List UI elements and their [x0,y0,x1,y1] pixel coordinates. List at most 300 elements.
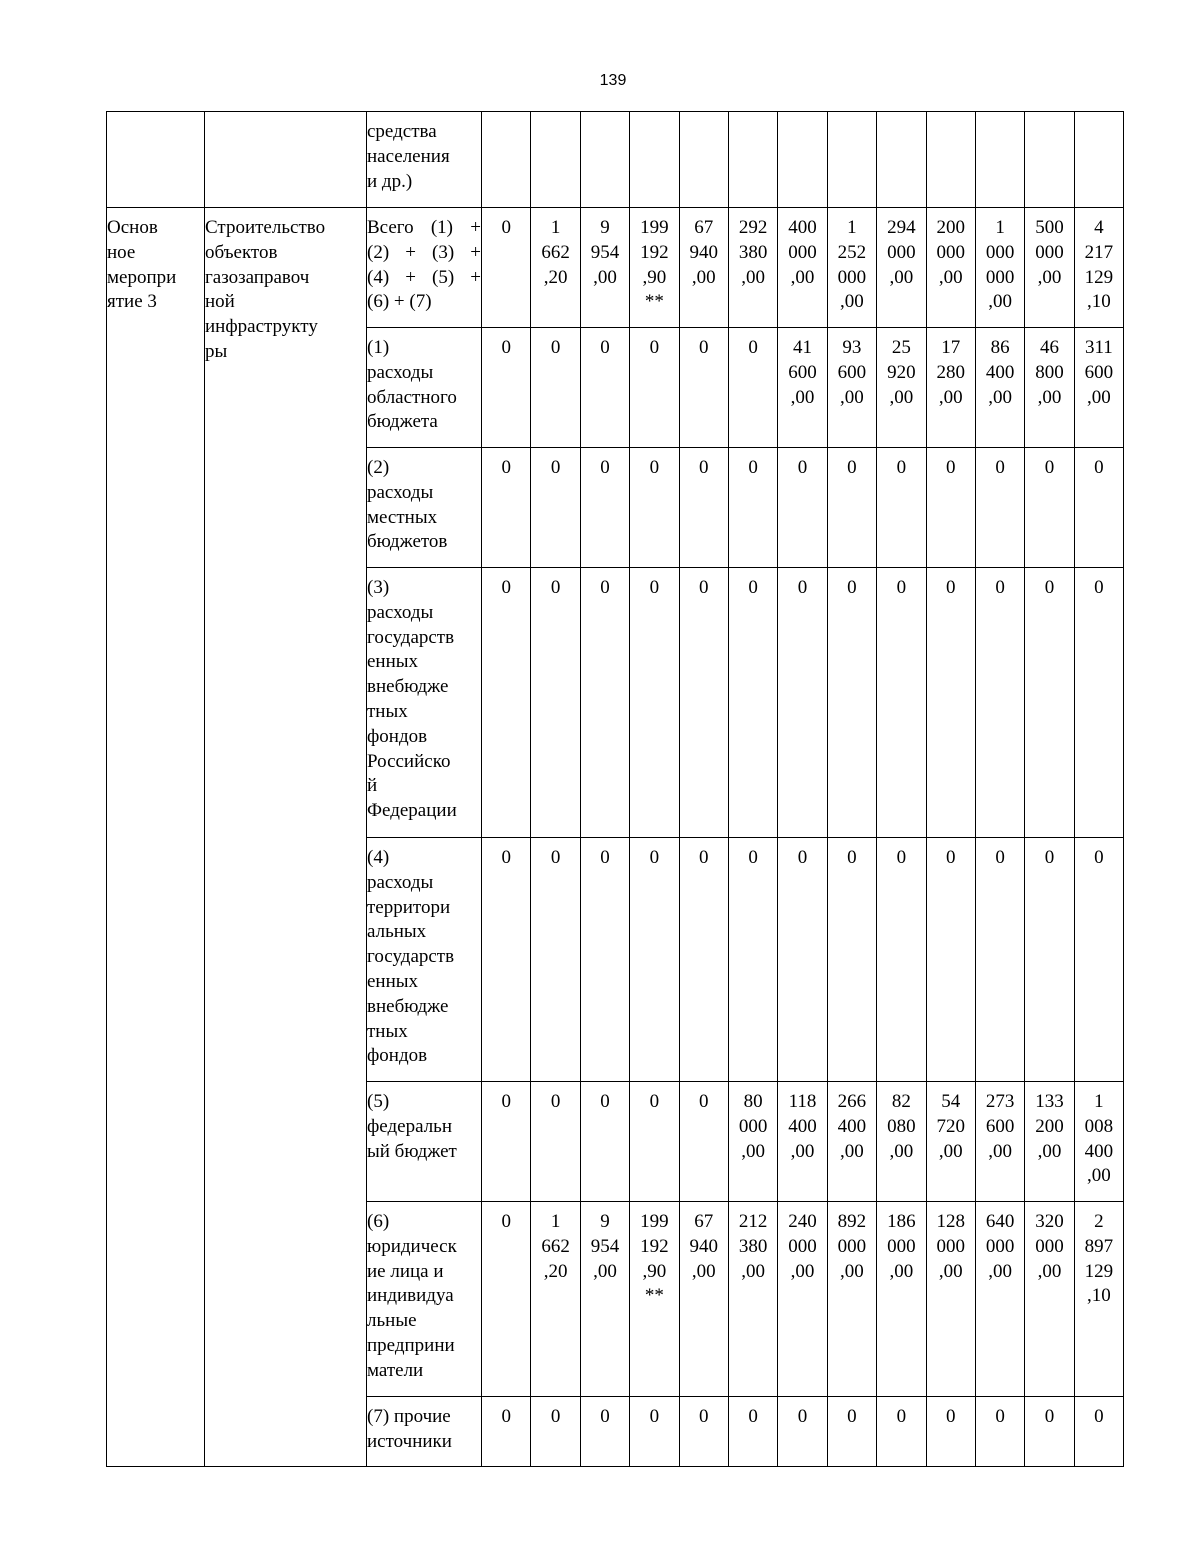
value-cell [531,1082,580,1202]
cell-text-line: населения [367,145,450,167]
cell-text-line: 000 [1035,1235,1064,1257]
value-cell [679,568,728,838]
value-cell [630,1397,679,1467]
cell-text-line: 0 [896,457,907,478]
cell-text-line: ,00 [1087,1165,1111,1187]
value-cell [630,328,679,448]
cell-text-line: 25 [891,337,911,358]
cell-text-line: 0 [748,337,758,358]
cell-text-line: 17 [941,337,961,358]
cell-text-line: 400 [985,361,1015,383]
cell-text-line: 1 [847,217,857,238]
empty-cell [482,112,531,208]
cell-text-line: расходы [367,361,434,383]
value-cell [482,208,531,328]
cell-text-line: 0 [600,1406,610,1427]
cell-text-line: 000 [788,1235,817,1257]
cell-text-line: ,00 [593,266,617,288]
empty-cell [926,112,975,208]
cell-text-line: 0 [600,577,610,598]
cell-text-line: 320 [1035,1211,1064,1232]
source-cell [367,1082,482,1202]
value-cell [778,1202,827,1397]
cell-text-line: 0 [748,1406,758,1427]
value-cell [728,1082,777,1202]
cell-text-line: ,10 [1087,1285,1111,1307]
cell-text-line: ,90 [642,1260,667,1282]
value-cell [728,328,777,448]
cell-text-line: ** [644,291,664,313]
source-cell [367,328,482,448]
cell-text-line: 0 [649,847,660,868]
value-cell [531,208,580,328]
cell-text-line: 0 [699,577,709,598]
cell-text-line: 67 [694,1211,714,1232]
cell-text-line: 93 [842,337,862,358]
cell-text-line: 0 [649,1091,660,1112]
value-cell [1074,328,1123,448]
cell-text-line: 0 [550,577,561,598]
cell-text-line: 662 [541,1235,570,1257]
value-cell [1074,448,1123,568]
value-cell [877,328,926,448]
budget-table [106,111,1124,1467]
cell-text-line: 1 [995,217,1005,238]
cell-text-line: 0 [550,457,561,478]
cell-text-line: 600 [1084,361,1114,383]
value-cell [1074,1082,1123,1202]
cell-text-line: 133 [1035,1091,1064,1112]
value-cell [482,1082,531,1202]
cell-text-line: 1 [550,1211,561,1232]
cell-text-line: 0 [995,847,1005,868]
value-cell [580,1082,629,1202]
cell-text-line: объектов [205,241,278,263]
value-cell [827,568,876,838]
source-cell [367,208,482,328]
value-cell [975,1202,1024,1397]
cell-text-line: 0 [501,1211,511,1232]
cell-text-line: ,00 [741,266,766,288]
cell-text-line: 400 [788,1115,817,1137]
value-cell [778,838,827,1082]
cell-text-line: ,00 [790,1140,815,1162]
value-cell [975,1397,1024,1467]
cell-text-line: (3) [367,577,390,598]
value-cell [975,208,1024,328]
cell-text-line: 000 [837,1235,867,1257]
value-cell [580,1397,629,1467]
cell-text-line: 000 [837,266,867,288]
value-cell [630,838,679,1082]
cell-text-line: 129 [1084,266,1114,288]
empty-cell [877,112,926,208]
value-cell [679,1082,728,1202]
cell-text-line: ие лица и [367,1260,444,1282]
cell-text-line: 000 [887,1235,916,1257]
cell-text-line: 000 [936,1235,965,1257]
cell-text-line: ,00 [889,1260,914,1282]
value-cell [1025,208,1074,328]
cell-text-line: 954 [590,241,620,263]
cell-text-line: источники [367,1430,452,1452]
cell-text-line: ,10 [1087,291,1111,313]
cell-text-line: 0 [945,1406,956,1427]
cell-text-line: 199 [640,1211,669,1232]
empty-cell [1025,112,1074,208]
cell-text-line: территори [367,896,451,918]
cell-text-line: бюджета [367,411,438,433]
empty-cell [975,112,1024,208]
cell-text-line: ,00 [741,1260,766,1282]
cell-text-line: 80 [743,1091,763,1112]
cell-text-line: федеральн [367,1115,453,1137]
cell-text-line: ,90 [642,266,667,288]
cell-text-line: юридическ [367,1235,457,1257]
value-cell [580,568,629,838]
cell-text-line: 0 [847,577,857,598]
source-cell [367,448,482,568]
cell-text-line: 82 [891,1091,911,1112]
cell-text-line: газозаправоч [205,266,310,288]
value-cell [975,448,1024,568]
cell-text-line: ,00 [1087,386,1111,408]
table-row [107,208,1124,328]
cell-text-line: 0 [847,457,857,478]
cell-text-line: 000 [936,241,965,263]
cell-text-line: 0 [945,847,956,868]
value-cell [1025,1082,1074,1202]
cell-text-line: 0 [1094,577,1104,598]
cell-text-line: расходы [367,601,434,623]
cell-text-line: Основ [107,217,158,238]
cell-text-line: 2 [1094,1211,1104,1232]
value-cell [531,448,580,568]
value-cell [580,838,629,1082]
cell-text-line: 400 [837,1115,867,1137]
cell-text-line: 0 [1044,847,1055,868]
cell-text-line: 118 [788,1091,817,1112]
cell-text-line: 0 [501,337,511,358]
cell-text-line: 0 [501,457,511,478]
cell-text-line: государств [367,626,455,648]
value-cell [679,328,728,448]
cell-text-line: льные [367,1310,417,1332]
empty-cell [679,112,728,208]
cell-text-line: 0 [699,1091,709,1112]
cell-text-line: 200 [1035,1115,1064,1137]
value-cell [728,838,777,1082]
cell-text-line: инфраструкту [205,316,318,338]
cell-text-line: ,00 [889,1140,914,1162]
cell-text-line: ,00 [790,1260,815,1282]
cell-text-line: 000 [985,266,1015,288]
cell-text-line: 67 [694,217,714,238]
cell-text-line: ,00 [889,386,914,408]
cell-text-line: 400 [788,217,817,238]
cell-text-line: ,00 [988,1140,1012,1162]
cell-text-line: 0 [501,577,511,598]
value-cell [827,838,876,1082]
cell-text-line: 199 [640,217,669,238]
cell-text-line: 940 [689,241,718,263]
cell-text-line: 192 [640,241,669,263]
cell-text-line: 600 [788,361,817,383]
cell-text-line: (4) + (5) + [367,266,481,288]
cell-text-line: 0 [699,337,709,358]
value-cell [877,448,926,568]
cell-text-line: (5) [367,1091,390,1112]
cell-text-line: и др.) [367,170,413,192]
measure-label-cell [107,208,205,1467]
value-cell [679,208,728,328]
cell-text-line: ,00 [840,386,864,408]
cell-text-line: ,00 [790,386,815,408]
cell-text-line: 266 [837,1091,867,1112]
cell-text-line: 080 [887,1115,916,1137]
value-cell [827,1082,876,1202]
cell-text-line: 000 [985,241,1015,263]
value-cell [827,1202,876,1397]
value-cell [975,568,1024,838]
value-cell [531,1397,580,1467]
cell-text-line: 0 [600,1091,610,1112]
cell-text-line: 0 [699,457,709,478]
cell-text-line: 0 [1044,457,1055,478]
value-cell [975,328,1024,448]
cell-text-line: 0 [600,847,610,868]
cell-text-line: 0 [1044,577,1055,598]
value-cell [827,448,876,568]
value-cell [679,1202,728,1397]
cell-text-line: тных [367,700,408,722]
value-cell [630,1202,679,1397]
cell-text-line: 0 [501,1091,511,1112]
value-cell [1074,838,1123,1082]
cell-text-line: й [367,775,378,797]
cell-text-line: 0 [945,457,956,478]
cell-text-line: ,00 [988,386,1012,408]
value-cell [531,1202,580,1397]
empty-cell [580,112,629,208]
value-cell [877,208,926,328]
cell-text-line: ,00 [988,291,1012,313]
cell-text-line: ,00 [840,291,864,313]
cell-text-line: 0 [649,1406,660,1427]
cell-text-line: фондов [367,1045,428,1067]
value-cell [728,208,777,328]
cell-text-line: бюджетов [367,531,448,553]
cell-text-line: Российско [367,750,451,772]
value-cell [482,1397,531,1467]
cell-text-line: 0 [1094,1406,1104,1427]
cell-text-line: 0 [748,457,758,478]
cell-text-line: 240 [788,1211,817,1232]
cell-text-line: 54 [941,1091,961,1112]
cell-text-line: Строительство [205,217,326,238]
value-cell [975,838,1024,1082]
cell-text-line: 000 [985,1235,1015,1257]
cell-text-line: 0 [847,847,857,868]
cell-text-line: (2) + (3) + [367,241,481,263]
value-cell [482,838,531,1082]
cell-text-line: ,00 [938,386,963,408]
cell-text-line: 000 [887,241,916,263]
value-cell [580,208,629,328]
cell-text-line: 0 [550,1406,561,1427]
cell-text-line: 0 [1094,457,1104,478]
table-row [107,112,1124,208]
cell-text-line: ,00 [938,266,963,288]
value-cell [877,838,926,1082]
cell-text-line: 0 [550,847,561,868]
value-cell [482,568,531,838]
cell-text-line: 662 [541,241,570,263]
cell-text-line: (2) [367,457,390,478]
cell-text-line: местных [367,506,438,528]
cell-text-line: 9 [600,1211,610,1232]
cell-text-line: 0 [600,337,610,358]
cell-text-line: 0 [797,847,808,868]
cell-text-line: ,00 [840,1140,864,1162]
cell-text-line: 897 [1084,1235,1114,1257]
cell-text-line: альных [367,921,427,943]
cell-text-line: ,00 [840,1260,864,1282]
empty-cell [630,112,679,208]
cell-text-line: 380 [738,1235,768,1257]
cell-text-line: 1 [1094,1091,1104,1112]
cell-text-line: 954 [590,1235,620,1257]
cell-text-line: расходы [367,871,434,893]
cell-text-line: 0 [797,457,808,478]
cell-text-line: 0 [600,457,610,478]
value-cell [531,838,580,1082]
cell-text-line: 380 [738,241,768,263]
cell-text-line: (4) [367,847,390,868]
cell-text-line: 500 [1035,217,1064,238]
cell-text-line: средства [367,121,437,142]
value-cell [482,448,531,568]
cell-text-line: 273 [985,1091,1015,1112]
cell-text-line: ,00 [988,1260,1012,1282]
cell-text-line: ,00 [1037,266,1062,288]
cell-text-line: 0 [550,1091,561,1112]
value-cell [630,1082,679,1202]
value-cell [778,568,827,838]
cell-text-line: 0 [501,217,511,238]
measure-name-cell [205,208,367,1467]
cell-text-line: 000 [738,1115,768,1137]
cell-text-line: 46 [1039,337,1059,358]
cell-text-line: Всего (1) + [367,217,481,238]
empty-cell [531,112,580,208]
cell-text-line: 252 [837,241,867,263]
value-cell [827,208,876,328]
cell-text-line: 892 [837,1211,867,1232]
value-cell [679,838,728,1082]
value-cell [728,1397,777,1467]
cell-text-line: 720 [936,1115,965,1137]
value-cell [1025,448,1074,568]
source-cell [367,112,482,208]
empty-cell [778,112,827,208]
cell-text-line: 128 [936,1211,965,1232]
cell-text-line: тных [367,1020,408,1042]
cell-text-line: 0 [847,1406,857,1427]
cell-text-line: ,00 [741,1140,766,1162]
cell-text-line: 0 [896,577,907,598]
cell-text-line: 86 [990,337,1010,358]
value-cell [728,1202,777,1397]
cell-text-line: 212 [738,1211,768,1232]
cell-text-line: 9 [600,217,610,238]
cell-text-line: ый бюджет [367,1140,457,1162]
cell-text-line: ,00 [790,266,815,288]
cell-text-line: 600 [985,1115,1015,1137]
value-cell [1074,1202,1123,1397]
value-cell [778,1082,827,1202]
value-cell [926,838,975,1082]
source-cell [367,838,482,1082]
cell-text-line: 0 [995,1406,1005,1427]
cell-text-line: 0 [501,1406,511,1427]
cell-text-line: 0 [501,847,511,868]
empty-cell [107,112,205,208]
value-cell [926,448,975,568]
cell-text-line: областного [367,386,457,408]
value-cell [1025,568,1074,838]
value-cell [1025,1202,1074,1397]
cell-text-line: 292 [738,217,768,238]
value-cell [482,328,531,448]
cell-text-line: 294 [887,217,916,238]
value-cell [926,1397,975,1467]
cell-text-line: ное [107,241,136,263]
value-cell [926,1202,975,1397]
cell-text-line: 0 [995,577,1005,598]
empty-cell [205,112,367,208]
source-cell [367,1202,482,1397]
value-cell [827,328,876,448]
cell-text-line: 0 [1094,847,1104,868]
page-number: 139 [599,72,627,89]
cell-text-line: енных [367,651,419,673]
value-cell [778,208,827,328]
cell-text-line: 41 [793,337,813,358]
cell-text-line: 0 [896,1406,907,1427]
cell-text-line: ,00 [593,1260,617,1282]
cell-text-line: ры [205,340,228,362]
cell-text-line: ной [205,291,235,313]
cell-text-line: ,00 [938,1140,963,1162]
cell-text-line: 0 [797,577,808,598]
cell-text-line: 4 [1094,217,1104,238]
cell-text-line: 0 [550,337,561,358]
cell-text-line: 217 [1084,241,1114,263]
value-cell [877,1082,926,1202]
value-cell [679,448,728,568]
value-cell [877,1397,926,1467]
value-cell [778,1397,827,1467]
cell-text-line: Федерации [367,800,457,822]
cell-text-line: (6) [367,1211,390,1232]
cell-text-line: ,00 [691,266,716,288]
cell-text-line: ,00 [1037,1260,1062,1282]
cell-text-line: 1 [550,217,561,238]
cell-text-line: 920 [887,361,916,383]
value-cell [975,1082,1024,1202]
cell-text-line: ,20 [543,266,568,288]
